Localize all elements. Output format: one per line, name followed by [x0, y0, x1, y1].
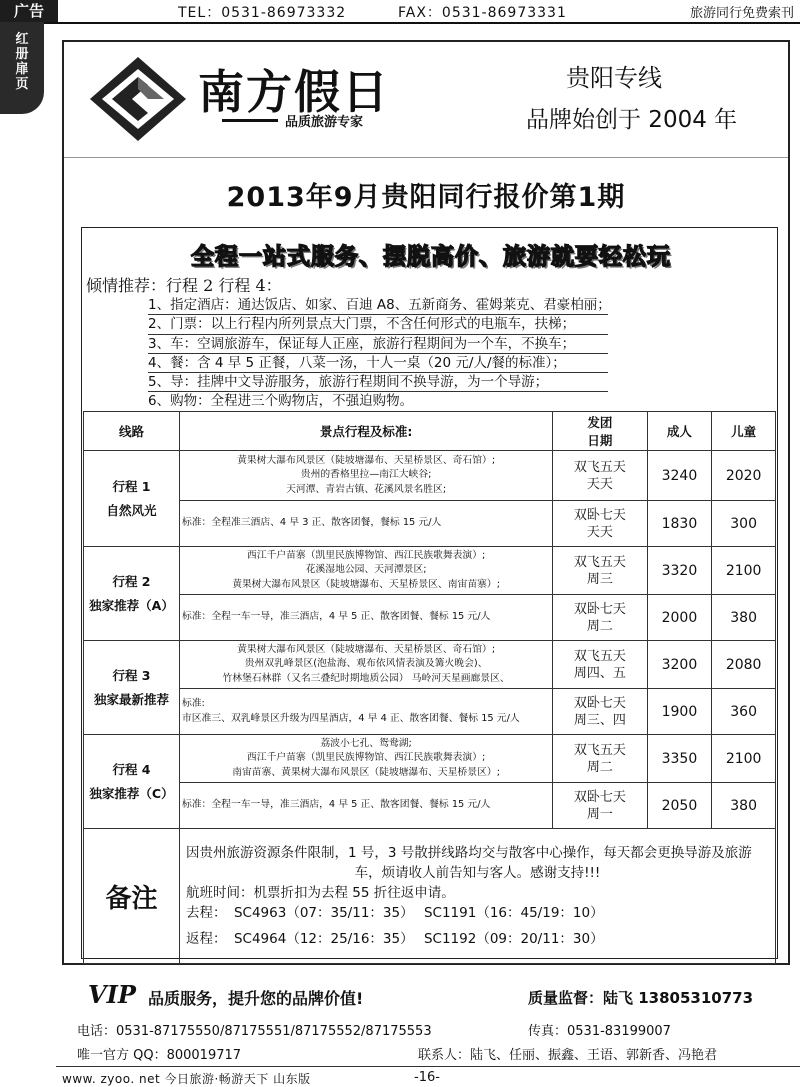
route-name-cell: [84, 547, 180, 641]
date-line: 双飞五天: [573, 459, 626, 475]
route-desc: [179, 641, 552, 689]
desc-line: 黄果树大瀑布风景区（陡坡塘瀑布、天星桥景区、南宙苗寨）;: [232, 578, 501, 590]
route-standard: 标准：全程一车一导，准三酒店，4 早 5 正、散客团餐、餐标 15 元/人: [179, 595, 552, 641]
slogan-divider: [222, 119, 278, 122]
date-line: 双卧七天: [573, 507, 626, 523]
note-item: 4、餐：含 4 早 5 正餐，八菜一汤，十人一桌（20 元/人/餐的标准）；: [148, 354, 608, 373]
note-item: 5、导：挂牌中文导游服务，旅游行程期间不换导游，为一个导游；: [148, 373, 608, 392]
remark-line: 因贵州旅游资源条件限制，1 号，3 号散拼线路均交与散客中心操作，每天都会更换导游及旅游: [185, 845, 752, 861]
table-row: [84, 689, 776, 735]
remark-row: [84, 829, 776, 964]
side-tab-char: 页: [15, 77, 29, 92]
return-flights: [186, 929, 769, 949]
flight-item: SC1191（16：45/19：10）: [423, 905, 604, 921]
departure-date: [553, 595, 647, 641]
date-line: 双飞五天: [573, 648, 626, 664]
table-row: [84, 501, 776, 547]
child-price: 360: [712, 689, 776, 735]
date-line: 天天: [586, 524, 613, 540]
route-name: 行程 4: [112, 761, 151, 777]
desc-line: 黄果树大瀑布风景区（陡坡塘瀑布、天星桥景区、奇石馆）;: [237, 454, 496, 466]
desc-line: 荔波小七孔、鸳鸯湖;: [320, 737, 412, 749]
footer-divider: [56, 1066, 800, 1067]
ad-label: 广告: [0, 0, 58, 22]
desc-line: 贵州的香格里拉—南江大峡谷;: [300, 469, 432, 481]
departure-date: [553, 735, 647, 783]
promo-banner: 全程一站式服务、摆脱高价、旅游就要轻松玩: [191, 244, 671, 270]
child-price: 2020: [712, 451, 776, 501]
page-number: -16-: [414, 1070, 440, 1085]
child-price: 2100: [712, 547, 776, 595]
adult-price: 3320: [647, 547, 712, 595]
desc-line: 西江千户苗寨（凯里民族博物馆、西江民族歌舞表演）;: [246, 752, 486, 764]
contact-people: 联系人：陆飞、任丽、振鑫、王语、郭新香、冯艳君: [418, 1048, 718, 1063]
vip-tagline: 品质服务，提升您的品牌价值!: [148, 989, 364, 1008]
route-name-cell: [84, 641, 180, 735]
route-title: 贵阳专线: [566, 64, 662, 92]
departure-date: [553, 641, 647, 689]
footer-site: www. zyoo. net 今日旅游·畅游天下 山东版: [62, 1072, 311, 1086]
adult-price: 3240: [647, 451, 712, 501]
departure-date: [553, 689, 647, 735]
header-date: [553, 412, 647, 451]
date-line: 双飞五天: [573, 742, 626, 758]
route-desc: [179, 547, 552, 595]
service-notes: [148, 296, 611, 411]
header-date-line1: 发团: [587, 415, 613, 430]
child-price: 2080: [712, 641, 776, 689]
adult-price: 1830: [647, 501, 712, 547]
remark-label: 备注: [84, 829, 180, 964]
table-row: [84, 595, 776, 641]
note-item: 1、指定酒店：通达饭店、如家、百迪 A8、五新商务、霍姆莱克、君豪柏丽；: [148, 296, 608, 315]
vip-label: VIP: [88, 980, 136, 1009]
recommend-line: 倾情推荐：行程 2 行程 4：: [86, 276, 282, 295]
desc-line: 黄果树大瀑布风景区（陡坡塘瀑布、天星桥景区、奇石馆）;: [237, 643, 496, 655]
note-item: 6、购物：全程进三个购物店，不强迫购物。: [148, 393, 414, 410]
desc-line: 竹林堡石林群（又名三叠纪时期地质公园） 马岭河天星画廊景区、: [222, 672, 510, 684]
route-subtitle: 独家推荐（C）: [89, 785, 174, 801]
note-item: 2、门票：以上行程内所列景点大门票，不含任何形式的电瓶车，扶梯；: [148, 315, 608, 334]
departure-date: [553, 451, 647, 501]
desc-line: 西江千户苗寨（凯里民族博物馆、西江民族歌舞表演）;: [246, 549, 486, 561]
table-header-row: [84, 412, 776, 451]
side-tab-char: 红: [15, 32, 29, 47]
departure-date: [553, 501, 647, 547]
flight-item: SC1192（09：20/11：30）: [423, 931, 604, 947]
date-line: 周四、五: [573, 665, 626, 681]
top-fax: FAX：0531-86973331: [398, 5, 567, 21]
desc-line: 花溪湿地公园、天河潭景区;: [305, 564, 427, 576]
route-name: 行程 2: [112, 573, 151, 589]
brand-name: 南方假日: [198, 65, 390, 119]
top-tel: TEL：0531-86973332: [178, 5, 347, 21]
return-label: 返程：: [185, 931, 227, 947]
date-line: 周一: [586, 806, 613, 822]
remark-line: 车，烦请收人前告知与客人。感谢支持!!!: [354, 865, 601, 881]
adult-price: 2000: [647, 595, 712, 641]
header-date-line2: 日期: [587, 433, 613, 448]
desc-line: 贵州双乳峰景区(泡盐海、观布依风情表演及篝火晚会)、: [244, 658, 488, 670]
date-line: 天天: [586, 476, 613, 492]
remark-content: [179, 829, 775, 964]
contact-qq: 唯一官方 QQ：800019717: [77, 1048, 242, 1063]
brand-logo-icon: [88, 55, 188, 143]
desc-line: 南宙苗寨、黄果树大瀑布风景区（陡坡塘瀑布、天星桥景区）;: [232, 766, 501, 778]
header-adult: 成人: [647, 412, 712, 451]
contact-tel: 电话：0531-87175550/87175551/87175552/87175553: [77, 1024, 432, 1039]
note-item: 3、车：空调旅游车，保证每人正座，旅游行程期间为一个车，不换车；: [148, 335, 608, 354]
departure-date: [553, 783, 647, 829]
desc-line: 标准:: [181, 698, 205, 709]
header-divider: [64, 157, 788, 158]
adult-price: 3200: [647, 641, 712, 689]
date-line: 周三、四: [573, 712, 626, 728]
route-standard: 标准：全程一车一导，准三酒店，4 早 5 正、散客团餐、餐标 15 元/人: [179, 783, 552, 829]
child-price: 380: [712, 595, 776, 641]
date-line: 双卧七天: [573, 695, 626, 711]
price-table: [83, 411, 776, 964]
top-right-text: 旅游同行免费索刊: [689, 6, 794, 21]
top-bar: [0, 0, 800, 24]
child-price: 380: [712, 783, 776, 829]
desc-line: 市区准三、双乳峰景区升级为四星酒店，4 早 4 正、散客团餐、餐标 15 元/人: [181, 712, 520, 724]
table-row: [84, 783, 776, 829]
route-standard: [179, 689, 552, 735]
route-name-cell: [84, 451, 180, 547]
date-line: 双飞五天: [573, 554, 626, 570]
route-name-cell: [84, 735, 180, 829]
adult-price: 3350: [647, 735, 712, 783]
date-line: 周二: [586, 618, 613, 634]
flight-item: SC4964（12：25/16：35）: [233, 931, 414, 947]
outbound-label: 去程：: [185, 905, 227, 921]
route-desc: [179, 735, 552, 783]
table-row: [84, 735, 776, 783]
side-tab-char: 册: [15, 47, 29, 62]
route-subtitle: 独家推荐（A）: [89, 597, 174, 613]
route-name: 行程 1: [112, 478, 151, 494]
date-line: 双卧七天: [573, 601, 626, 617]
route-standard: 标准：全程准三酒店、4 早 3 正、散客团餐，餐标 15 元/人: [179, 501, 552, 547]
route-subtitle: 独家最新推荐: [93, 691, 169, 707]
route-name: 行程 3: [112, 667, 151, 683]
adult-price: 2050: [647, 783, 712, 829]
desc-line: 天河潭、青岩古镇、花溪风景名胜区;: [286, 483, 447, 495]
table-row: [84, 451, 776, 501]
flight-item: SC4963（07：35/11：35）: [233, 905, 414, 921]
route-desc: [179, 451, 552, 501]
side-tab: [0, 22, 44, 114]
date-line: 周三: [586, 571, 613, 587]
route-subtitle: 自然风光: [106, 502, 157, 518]
child-price: 2100: [712, 735, 776, 783]
table-row: [84, 547, 776, 595]
brand-slogan: 品质旅游专家: [285, 115, 364, 130]
brand-since: 品牌始创于 2004 年: [526, 107, 738, 133]
child-price: 300: [712, 501, 776, 547]
header-child: 儿童: [712, 412, 776, 451]
date-line: 双卧七天: [573, 789, 626, 805]
date-line: 周二: [586, 759, 613, 775]
header-route: 线路: [84, 412, 180, 451]
header-desc: 景点行程及标准:: [179, 412, 552, 451]
remark-line: 航班时间：机票折扣为去程 55 折往返申请。: [185, 885, 455, 901]
adult-price: 1900: [647, 689, 712, 735]
side-tab-char: 扉: [15, 62, 29, 77]
quality-supervisor: 质量监督：陆飞 13805310773: [528, 989, 754, 1007]
contact-fax: 传真：0531-83199007: [528, 1024, 671, 1039]
table-row: [84, 641, 776, 689]
outbound-flights: [186, 903, 769, 923]
page-title: 2013年9月贵阳同行报价第1期: [226, 182, 626, 213]
departure-date: [553, 547, 647, 595]
